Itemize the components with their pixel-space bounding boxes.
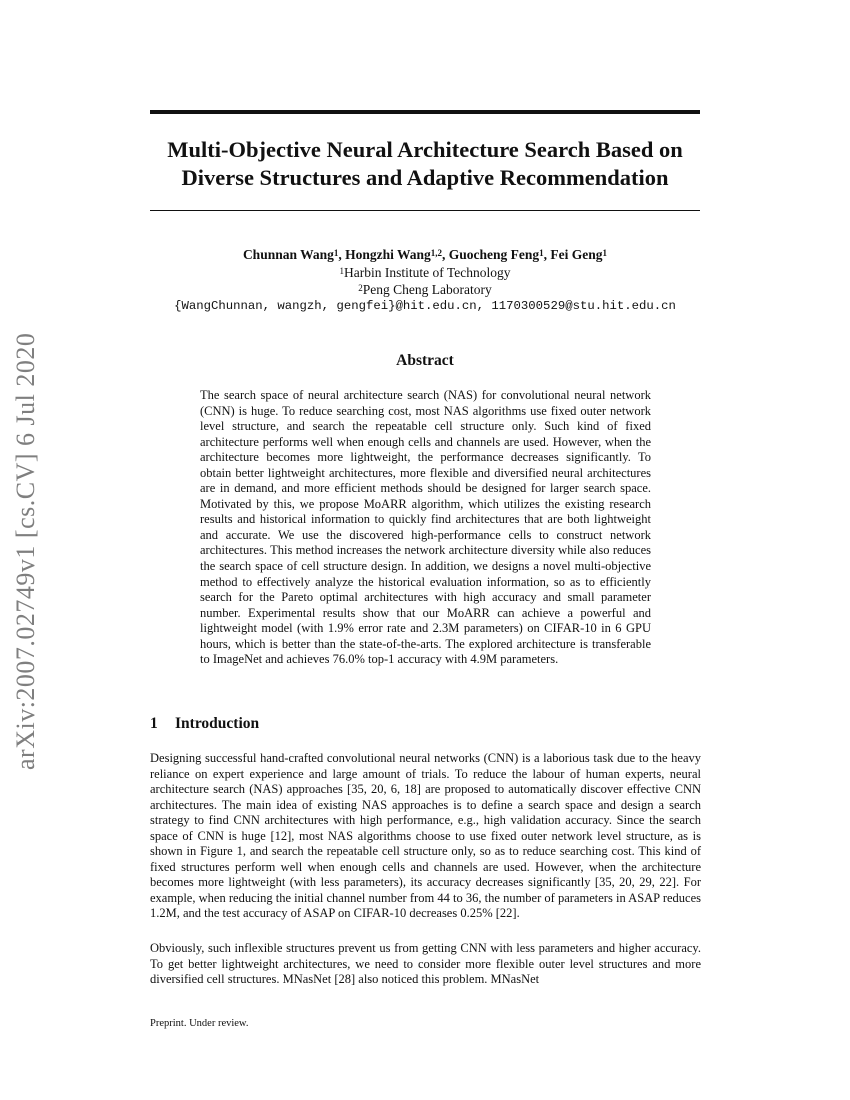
affiliation-harbin: [150, 264, 700, 282]
title-top-rule: [150, 110, 700, 114]
author-name: Guocheng Feng: [448, 247, 540, 262]
affiliation-mark: 1: [339, 266, 345, 276]
author-name: Fei Geng: [550, 247, 603, 262]
paper-title: [150, 136, 700, 192]
introduction-paragraph-1: Designing successful hand-crafted convolutional neural networks (CNN) is a laborious task due to the heavy reliance on expert experience and large amount of trials. To reduce the labour of human experts, neural architecture search (NAS) approaches [35, 20, 6, 18] are proposed to automatically discover effective CNN architectures. The main idea of existing NAS approaches is to define a search space and design a search strategy to find CNN architectures with high performance, e.g., high validation accuracy. Since the search space of CNN is huge [12], most NAS algorithms choose to use fixed outer network level structure, as is shown in Figure 1, and search the repeatable cell structure only, so as to reduce searching cost. This kind of fixed structures perform well when enough cells and channels are used. However, when the architecture becomes more lightweight (with less parameters), its accuracy decreases significantly [35, 20, 29, 22]. For example, when reducing the initial channel number from 44 to 36, the number of parameters in ASAP reduces 1.2M, and the test accuracy of ASAP on CIFAR-10 decreases 0.25% [22].: [150, 751, 701, 920]
section-heading-introduction: [150, 714, 700, 734]
affiliation-name: Peng Cheng Laboratory: [362, 282, 492, 297]
author-emails: {WangChunnan, wangzh, gengfei}@hit.edu.cn, 1170300529@stu.hit.edu.cn: [174, 299, 676, 313]
abstract-text: The search space of neural architecture search (NAS) for convolutional neural network (CNN) is huge. To reduce searching cost, most NAS algorithms use fixed outer network level structure, and search the repeatable cell structure only. Such kind of fixed architecture performs well when enough cells and channels are used. However, when the architecture becomes more lightweight, the performance decreases significantly. To obtain better lightweight architectures, more flexible and diversified neural architectures are in demand, and more efficient methods should be designed for larger search space. Motivated by this, we propose MoARR algorithm, which utilizes the existing research results and historical information to quickly find architectures that are both lightweight and accurate. We use the discovered high-performance cells to construct network architectures. This method increases the network architecture diversity while also reduces the search space of cell structure design. In addition, we designs a novel multi-objective method to effectively analyze the historical evaluation information, so as to efficiently search for the Pareto optimal architectures with high accuracy and small parameter number. Experimental results show that our MoARR can achieve a powerful and lightweight model (with 1.9% error rate and 2.3M parameters) on CIFAR-10 in 6 GPU hours, which is better than the state-of-the-arts. The explored architecture is transferable to ImageNet and achieves 76.0% top-1 accuracy with 4.9M parameters.: [200, 388, 651, 667]
section-title: Introduction: [175, 715, 260, 732]
preprint-footer: Preprint. Under review.: [150, 1018, 249, 1029]
author-name: Hongzhi Wang: [345, 247, 431, 262]
section-number: 1: [150, 715, 158, 732]
author-affiliation-mark: 1: [602, 248, 608, 258]
author-affiliation-mark: 1: [539, 248, 544, 258]
paper-title-line-1: Multi-Objective Neural Architecture Search Based on: [167, 137, 683, 162]
author-affiliation-mark: 1,2: [430, 248, 443, 258]
affiliation-name: Harbin Institute of Technology: [344, 265, 511, 280]
author-separator: ,: [543, 247, 551, 262]
title-bottom-rule: [150, 210, 700, 211]
abstract-heading: Abstract: [396, 352, 454, 369]
author-affiliation-mark: 1: [333, 248, 339, 258]
author-separator: ,: [338, 247, 346, 262]
author-separator: ,: [442, 247, 449, 262]
paper-title-line-2: Diverse Structures and Adaptive Recommendation: [181, 165, 669, 190]
introduction-paragraph-2: Obviously, such inflexible structures prevent us from getting CNN with less parameters and higher accuracy. To get better lightweight architectures, we need to consider more flexible outer level structures and more diversified cell structures. MNasNet [28] also noticed this problem. MNasNet: [150, 941, 701, 986]
affiliation-mark: 2: [358, 283, 363, 293]
author-name: Chunnan Wang: [242, 247, 334, 262]
arxiv-identifier: arXiv:2007.02749v1 [cs.CV] 6 Jul 2020: [11, 332, 40, 770]
author-list: [150, 246, 700, 264]
